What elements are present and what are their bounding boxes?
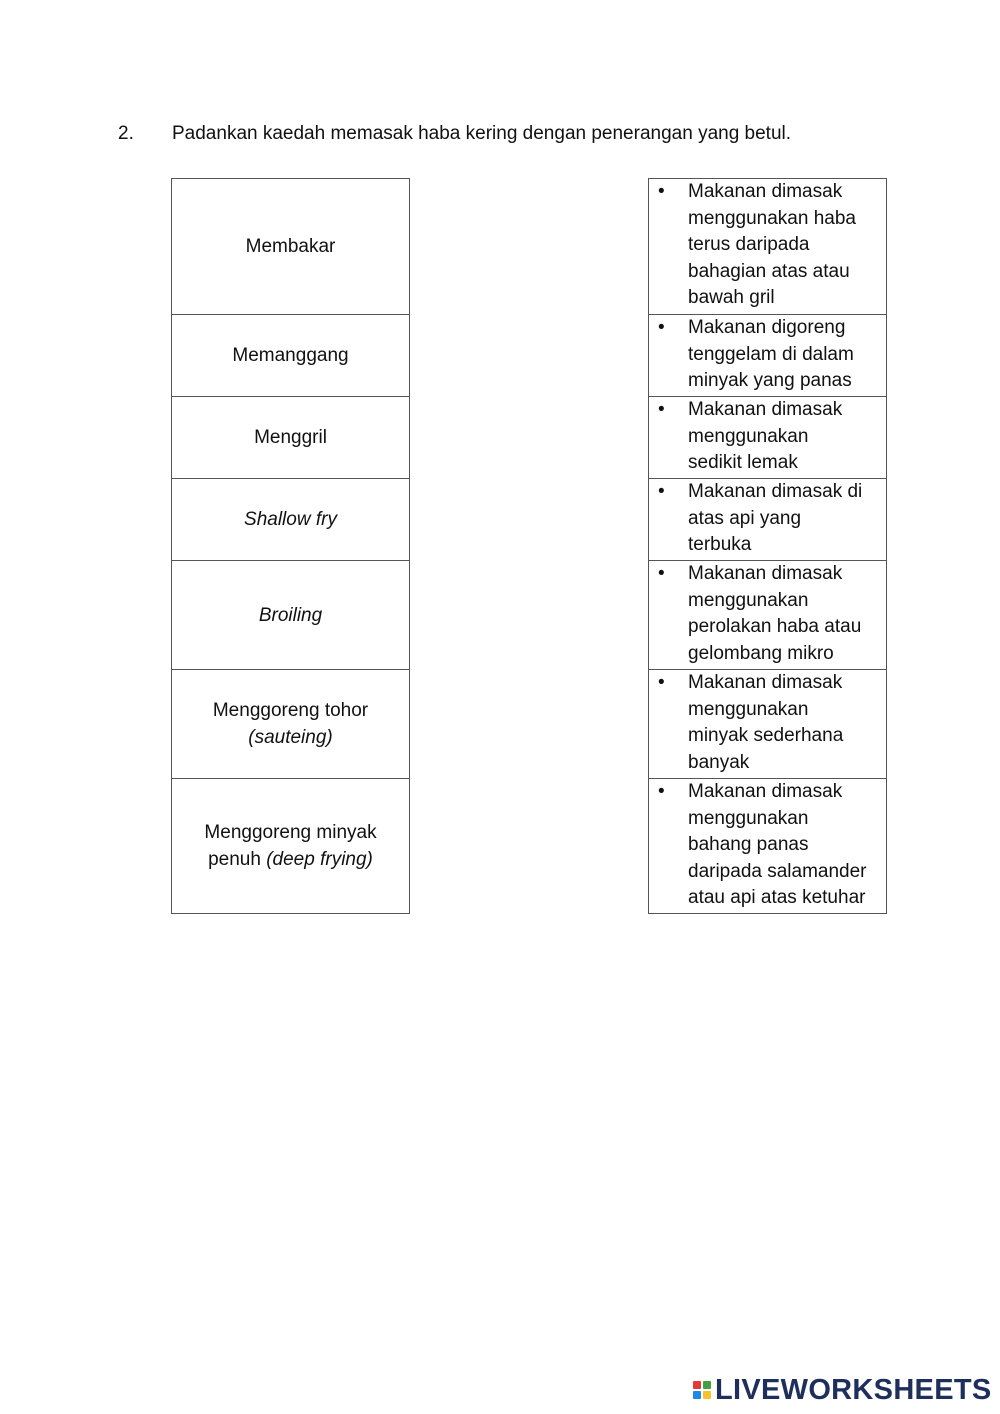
method-label [213,697,368,751]
description-line: atas api yang [688,507,802,529]
description-line: menggunakan [688,425,809,447]
methods-column [171,178,410,914]
description-line: terus daripada [688,234,810,255]
descriptions-column [648,178,887,914]
method-text: Menggoreng tohor [212,700,369,721]
logo-square [703,1381,711,1389]
description-line: bawah gril [688,287,775,308]
bullet-icon: • [658,563,665,584]
question-number: 2. [118,123,134,144]
description-line: bahang panas [688,834,809,855]
method-text: Memanggang [232,345,349,366]
description-line: Makanan dimasak [688,563,843,584]
description-line: menggunakan haba [688,207,856,229]
method-cell[interactable] [171,478,410,561]
liveworksheets-logo[interactable] [693,1374,992,1406]
description-line: minyak sederhana [688,725,844,746]
description-line: tenggelam di dalam [688,343,854,365]
description-line: Makanan dimasak [688,781,843,802]
method-cell[interactable] [171,178,410,315]
description-cell[interactable] [648,669,887,779]
description-line: minyak yang panas [688,370,852,391]
bullet-icon: • [658,317,665,338]
method-label [244,506,337,533]
bullet-icon: • [658,399,665,420]
method-text: (sauteing) [248,727,333,748]
description-line: banyak [688,751,750,773]
bullet-icon: • [658,672,665,693]
method-text: Membakar [245,236,336,257]
description-cell[interactable] [648,778,887,914]
description-line: bahagian atas atau [688,260,850,282]
method-text: Menggril [254,427,327,448]
bullet-icon: • [658,481,665,502]
description-line: Makanan dimasak [688,672,843,693]
method-cell[interactable] [171,314,410,397]
description-line: Makanan dimasak [688,181,843,202]
logo-text: LIVEWORKSHEETS [715,1373,992,1406]
method-label [232,342,348,369]
method-cell[interactable] [171,669,410,779]
description-cell[interactable] [648,178,887,315]
method-cell[interactable] [171,560,410,670]
method-text: (deep frying) [266,849,373,870]
method-label [259,602,322,629]
method-cell[interactable] [171,778,410,914]
method-text: penuh [208,849,267,870]
description-line: Makanan dimasak di [688,481,863,502]
logo-square [703,1391,711,1399]
logo-grid-icon [693,1381,711,1399]
method-text: Broiling [258,604,323,626]
question-text: Padankan kaedah memasak haba kering dengan penerangan yang betul. [172,123,792,144]
description-line: Makanan dimasak [688,399,843,420]
method-text: Shallow fry [244,509,337,530]
description-line: terbuka [688,534,752,555]
description-line: perolakan haba atau [688,616,862,637]
description-line: daripada salamander [688,860,867,882]
method-label [246,233,336,260]
description-line: menggunakan [688,698,809,720]
bullet-icon: • [658,781,665,802]
description-line: menggunakan [688,807,809,829]
method-cell[interactable] [171,396,410,479]
description-line: atau api atas ketuhar [688,887,866,908]
description-cell[interactable] [648,478,887,561]
description-line: sedikit lemak [688,452,798,473]
method-text: Menggoreng minyak [204,822,377,843]
description-cell[interactable] [648,396,887,479]
method-label [204,819,376,873]
logo-square [693,1381,701,1389]
logo-square [693,1391,701,1399]
description-cell[interactable] [648,314,887,397]
method-label [254,424,327,451]
bullet-icon: • [658,181,665,202]
description-line: Makanan digoreng [688,317,846,338]
description-line: gelombang mikro [688,642,834,664]
description-cell[interactable] [648,560,887,670]
description-line: menggunakan [688,589,809,611]
